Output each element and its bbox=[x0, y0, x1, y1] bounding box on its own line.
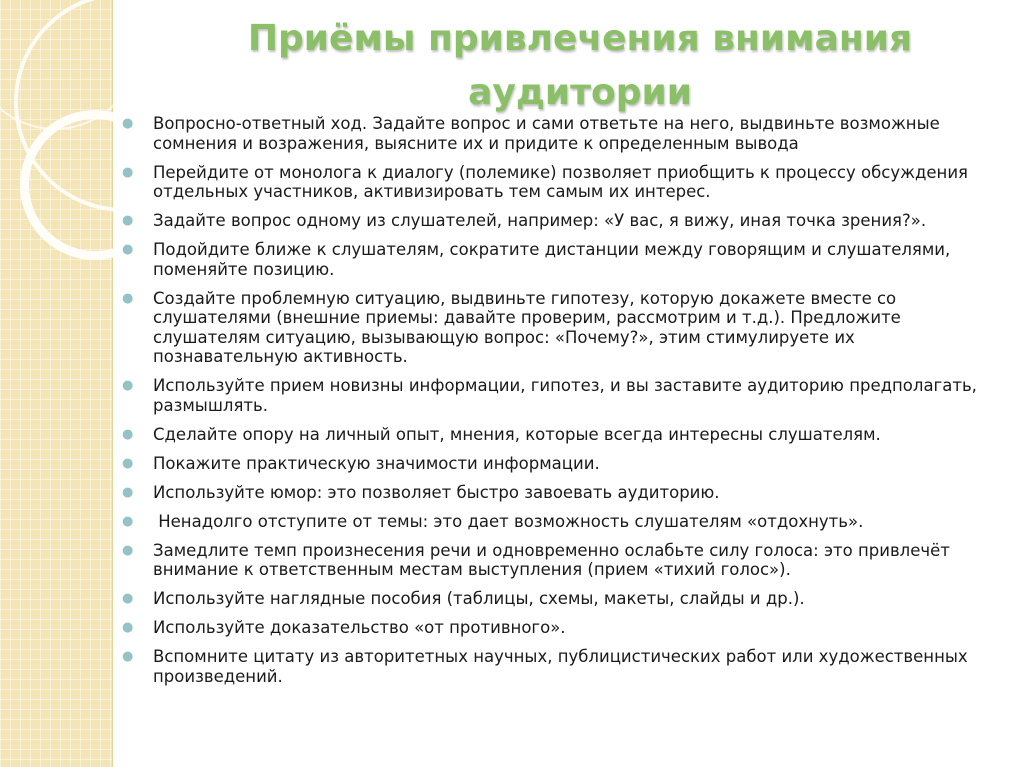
list-item-text: Подойдите ближе к слушателям, сократите дистанции между говорящим и слушателями, поменяйте позицию. bbox=[153, 240, 951, 279]
list-item bbox=[120, 163, 1000, 202]
list-item bbox=[120, 541, 1000, 580]
bullet-dot-icon: ● bbox=[122, 116, 134, 131]
list-item-text: Вспомните цитату из авторитетных научных, публицистических работ или художественных произведений. bbox=[153, 647, 968, 686]
list-item-text: Сделайте опору на личный опыт, мнения, которые всегда интересны слушателям. bbox=[153, 424, 881, 444]
bullet-dot-icon: ● bbox=[122, 649, 134, 664]
list-item bbox=[120, 376, 1000, 415]
bullet-dot-icon: ● bbox=[122, 620, 134, 635]
bullet-dot-icon: ● bbox=[122, 591, 134, 606]
bullet-dot-icon: ● bbox=[122, 290, 134, 306]
bullet-dot-icon: ● bbox=[122, 542, 134, 558]
list-item-text: Задайте вопрос одному из слушателей, например: «У вас, я вижу, иная точка зрения?». bbox=[153, 211, 927, 230]
bullet-list bbox=[120, 114, 1000, 696]
list-item-text: Используйте юмор: это позволяет быстро завоевать аудиторию. bbox=[153, 482, 720, 502]
list-item bbox=[120, 512, 1000, 532]
bullet-dot-icon: ● bbox=[122, 164, 134, 180]
list-item bbox=[120, 483, 1000, 503]
list-item-text: Ненадолго отступите от темы: это дает возможность слушателям «отдохнуть». bbox=[153, 511, 864, 531]
list-item bbox=[120, 240, 1000, 279]
list-item bbox=[120, 114, 1000, 153]
bullet-dot-icon: ● bbox=[122, 484, 134, 500]
list-item-text: Вопросно-ответный ход. Задайте вопрос и сами ответьте на него, выдвиньте возможные сомнения и возражения, выясните их и придите к определенным вывода bbox=[153, 114, 940, 153]
slide-title bbox=[180, 12, 980, 120]
list-item-text: Перейдите от монолога к диалогу (полемике) позволяет приобщить к процессу обсуждения отдельных участников, активизировать тем самым их интерес. bbox=[153, 162, 968, 201]
bullet-dot-icon: ● bbox=[122, 513, 134, 529]
list-item-text: Используйте наглядные пособия (таблицы, схемы, макеты, слайды и др.). bbox=[153, 589, 805, 608]
bullet-dot-icon: ● bbox=[122, 213, 134, 228]
list-item bbox=[120, 454, 1000, 474]
list-item bbox=[120, 289, 1000, 367]
bullet-dot-icon: ● bbox=[122, 426, 134, 442]
list-item bbox=[120, 647, 1000, 686]
list-item-text: Используйте прием новизны информации, гипотез, и вы заставите аудиторию предполагать, размышлять. bbox=[153, 376, 977, 415]
bullet-dot-icon: ● bbox=[122, 378, 134, 393]
list-item bbox=[120, 618, 1000, 638]
slide-title-line-2: аудитории bbox=[468, 72, 692, 113]
list-item bbox=[120, 589, 1000, 609]
slide-title-line-1: Приёмы привлечения внимания bbox=[247, 18, 913, 59]
list-item-text: Замедлите темп произнесения речи и одновременно ослабьте силу голоса: это привлечёт внимание к ответственным местам выступления (прием «тихий голос»). bbox=[153, 540, 950, 579]
bullet-dot-icon: ● bbox=[122, 455, 134, 471]
list-item-text: Покажите практическую значимости информации. bbox=[153, 453, 600, 473]
list-item-text: Используйте доказательство «от противного». bbox=[153, 618, 566, 637]
list-item-text: Создайте проблемную ситуацию, выдвиньте гипотезу, которую докажете вместе со слушателями (внешние приемы: давайте проверим, рассмотрим и т.д.). Предложите слушателям ситуацию, вызывающую вопрос: «Почему?», этим стимулируете их познавательную активность. bbox=[153, 288, 901, 366]
list-item bbox=[120, 425, 1000, 445]
list-item bbox=[120, 211, 1000, 231]
bullet-dot-icon: ● bbox=[122, 242, 134, 257]
